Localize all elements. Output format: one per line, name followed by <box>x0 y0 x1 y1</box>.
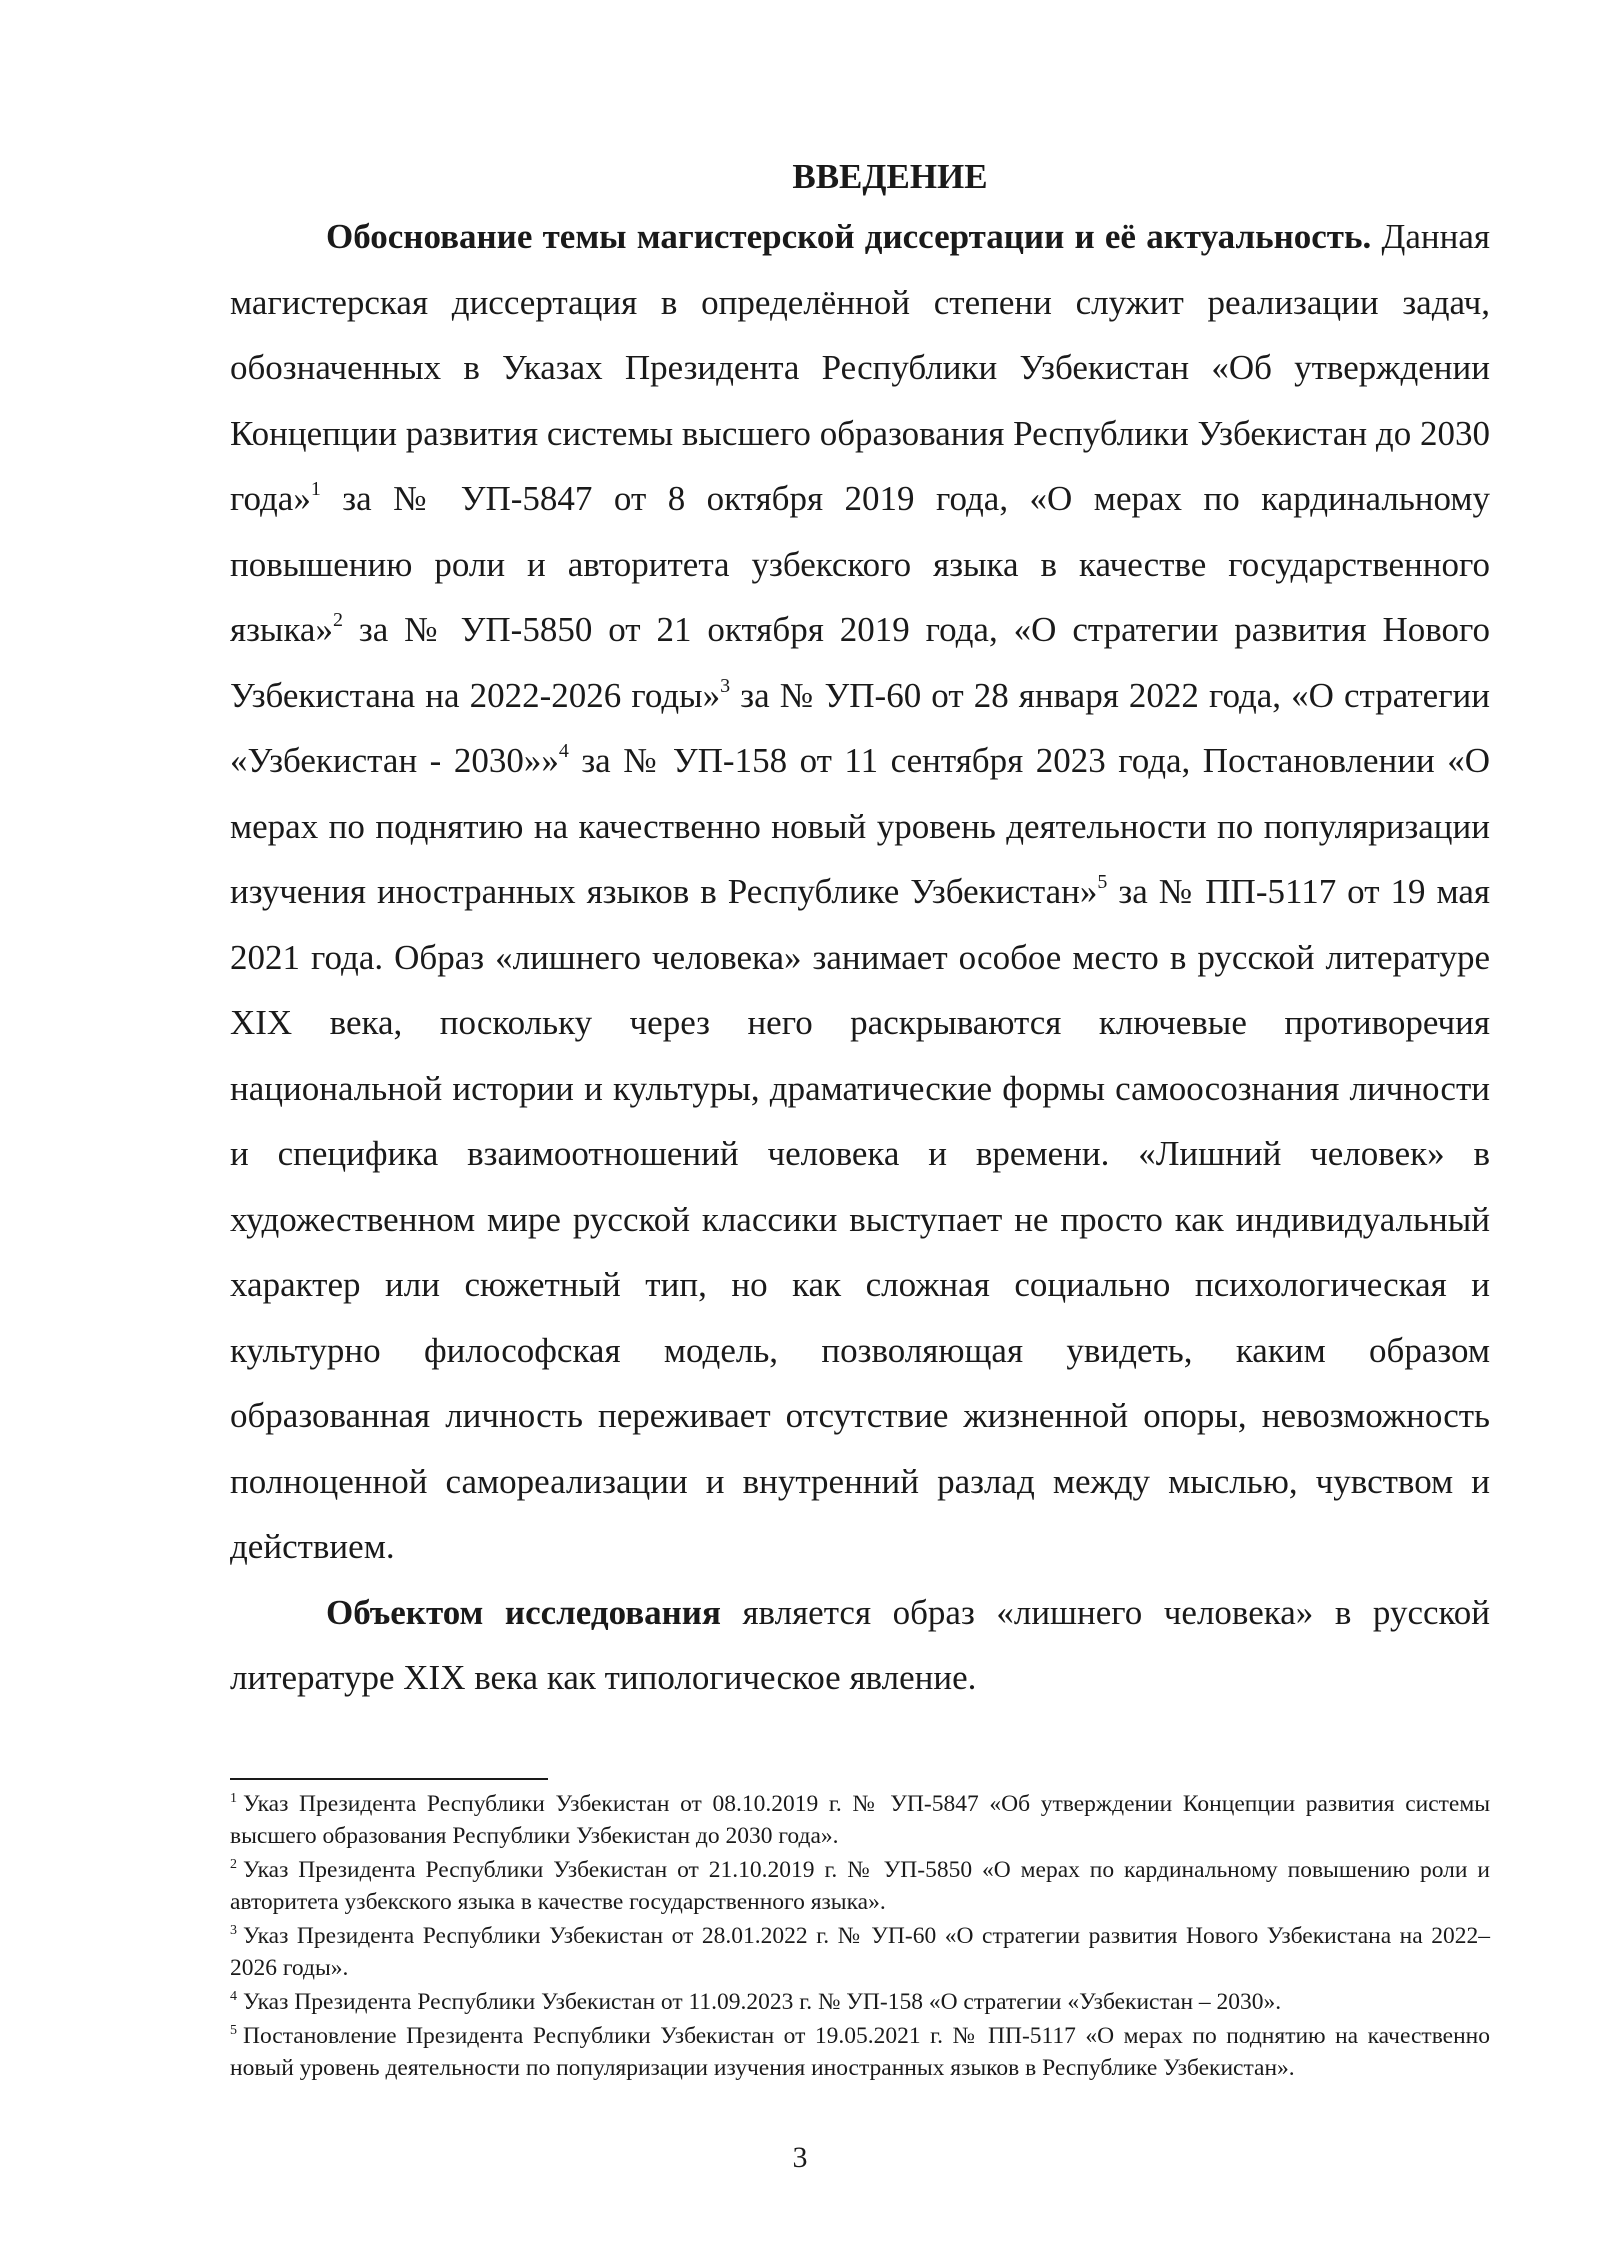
footnote-text: Указ Президента Республики Узбекистан от 28.01.2022 г. № УП-60 «О стратегии развития Нового Узбекистана на 2022–2026 годы». <box>230 1923 1490 1981</box>
rationale-text-b: за № УП-5847 от 8 октября 2019 года, «О мерах по кардинальному повышению роли и авторитета узбекского языка в качестве государственного языка» <box>230 479 1490 649</box>
footnote-number: 1 <box>230 1791 237 1807</box>
paragraph-object <box>230 1580 1490 1711</box>
footnote-text: Указ Президента Республики Узбекистан от 21.10.2019 г. № УП-5850 «О мерах по кардинальному повышению роли и авторитета узбекского языка в качестве государственного языка». <box>230 1857 1490 1915</box>
object-bold-lead: Объектом исследования <box>326 1592 721 1632</box>
rationale-text-f: за № ПП-5117 от 19 мая 2021 года. Образ «лишнего человека» занимает особое место в русской литературе XIX века, поскольку через него раскрываются ключевые противоречия национальной истории и культуры, драматические формы самоосознания личности и специфика взаимоотношений человека и времени. «Лишний человек» в художественном мире русской классики выступает не просто как индивидуальный характер или сюжетный тип, но как сложная социально психологическая и культурно философская модель, позволяющая увидеть, каким образом образованная личность переживает отсутствие жизненной опоры, невозможность полноценной самореализации и внутренний разлад между мыслью, чувством и действием. <box>230 872 1490 1566</box>
footnote-number: 3 <box>230 1923 237 1939</box>
footnote-5 <box>230 2020 1490 2084</box>
main-body <box>230 150 1490 1711</box>
footnote-text: Указ Президента Республики Узбекистан от 11.09.2023 г. № УП-158 «О стратегии «Узбекистан – 2030». <box>243 1989 1282 2015</box>
section-heading: ВВЕДЕНИЕ <box>792 157 988 196</box>
footnote-2 <box>230 1854 1490 1918</box>
footnote-ref-4[interactable]: 4 <box>558 740 569 763</box>
footnotes <box>230 1788 1490 2086</box>
footnote-ref-1[interactable]: 1 <box>310 478 321 501</box>
footnote-4 <box>230 1986 1490 2018</box>
footnote-ref-2[interactable]: 2 <box>332 609 343 632</box>
footnote-1 <box>230 1788 1490 1852</box>
footnote-number: 2 <box>230 1857 237 1873</box>
rationale-text-d: за № УП-60 от 28 января 2022 года, «О стратегии «Узбекистан - 2030»» <box>230 675 1491 780</box>
footnote-text: Указ Президента Республики Узбекистан от 08.10.2019 г. № УП-5847 «Об утверждении Концепции развития системы высшего образования Республики Узбекистан до 2030 года». <box>230 1791 1490 1849</box>
object-text: является образ «лишнего человека» в русской литературе XIX века как типологическое явление. <box>230 1592 1490 1697</box>
footnote-ref-3[interactable]: 3 <box>720 674 731 697</box>
rationale-bold-lead: Обоснование темы магистерской диссертации и её актуальность. <box>326 217 1372 256</box>
footnote-ref-5[interactable]: 5 <box>1097 871 1108 894</box>
paragraph-rationale <box>230 204 1490 1580</box>
rationale-text-c: за № УП-5850 от 21 октября 2019 года, «О стратегии развития Нового Узбекистана на 2022-2026 годы» <box>230 610 1490 715</box>
footnote-3 <box>230 1920 1490 1984</box>
footnote-text: Постановление Президента Республики Узбекистан от 19.05.2021 г. № ПП-5117 «О мерах по поднятию на качественно новый уровень деятельности по популяризации изучения иностранных языков в Республике Узбекистан». <box>230 2023 1490 2081</box>
footnote-separator <box>230 1778 548 1780</box>
rationale-text-e: за № УП-158 от 11 сентября 2023 года, Постановлении «О мерах по поднятию на качественно новый уровень деятельности по популяризации изучения иностранных языков в Республике Узбекистан» <box>230 741 1490 911</box>
rationale-text-a: Данная магистерская диссертация в определённой степени служит реализации задач, обозначенных в Указах Президента Республики Узбекистан «Об утверждении Концепции развития системы высшего образования Республики Узбекистан до 2030 года» <box>230 217 1490 518</box>
footnote-number: 5 <box>230 2023 237 2039</box>
footnote-number: 4 <box>230 1989 237 2005</box>
page-number: 3 <box>792 2141 808 2174</box>
